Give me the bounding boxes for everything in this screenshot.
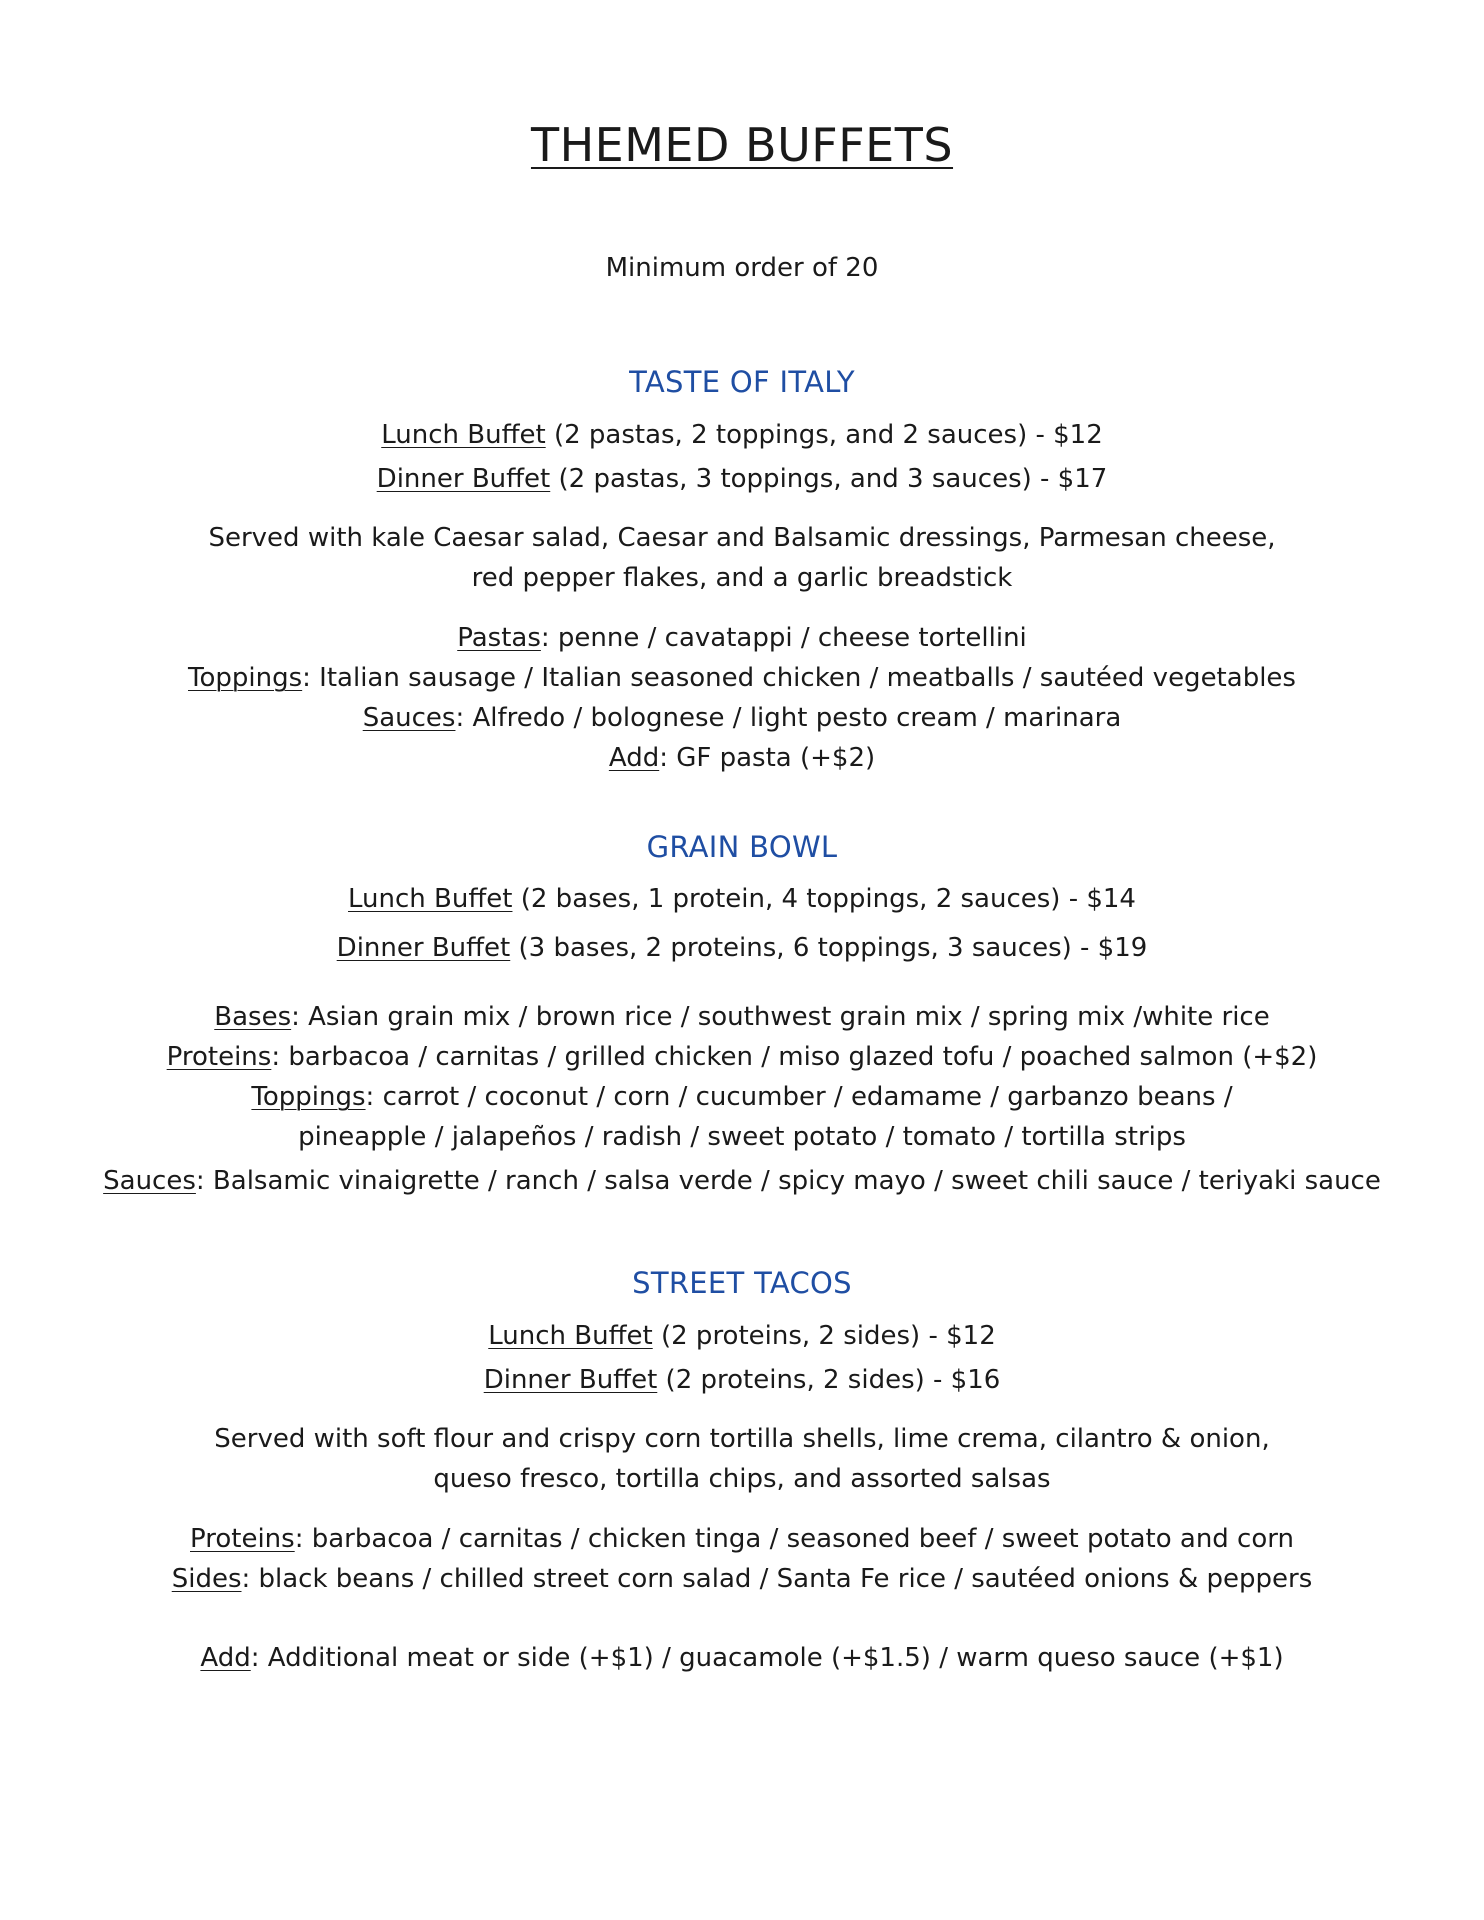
grain-toppings-line-2: pineapple / jalapeños / radish / sweet potato / tomato / tortilla strips [298,1122,1186,1152]
tacos-add-list: : Additional meat or side (+$1) / guacamole (+$1.5) / warm queso sauce (+$1) [250,1643,1284,1673]
italy-toppings-list: : Italian sausage / Italian seasoned chicken / meatballs / sautéed vegetables [302,663,1296,693]
tacos-dinner-detail: (2 proteins, 2 sides) - $16 [657,1365,1001,1395]
grain-toppings-line-1 [0,1077,1484,1117]
italy-add-label: Add [608,743,660,773]
grain-bases-list: : Asian grain mix / brown rice / southwest grain mix / spring mix /white rice [291,1002,1270,1032]
section-heading-street-tacos: STREET TACOS [632,1266,852,1300]
tacos-served-line-2: queso fresco, tortilla chips, and assorted salsas [433,1464,1051,1494]
italy-sauces-line [0,698,1484,738]
tacos-lunch-label: Lunch Buffet [488,1321,653,1351]
italy-served-line-1: Served with kale Caesar salad, Caesar and Balsamic dressings, Parmesan cheese, [208,523,1276,553]
tacos-dinner-line [0,1360,1484,1400]
italy-lunch-line [0,415,1484,455]
page-title: THEMED BUFFETS [530,118,954,172]
tacos-sides-line [0,1559,1484,1599]
grain-sauces-line [0,1161,1484,1201]
tacos-add-label: Add [200,1643,251,1673]
italy-toppings-line [0,658,1484,698]
grain-lunch-label: Lunch Buffet [348,884,513,914]
tacos-dinner-label: Dinner Buffet [483,1365,658,1395]
grain-lunch-detail: (2 bases, 1 protein, 4 toppings, 2 sauces) - $14 [512,884,1136,914]
italy-lunch-label: Lunch Buffet [381,420,546,450]
italy-add-line [0,738,1484,778]
italy-pastas-line [0,618,1484,658]
grain-proteins-label: Proteins [166,1042,272,1072]
grain-toppings-list-1: : carrot / coconut / corn / cucumber / edamame / garbanzo beans / [365,1082,1233,1112]
grain-dinner-label: Dinner Buffet [336,933,511,963]
tacos-proteins-line [0,1519,1484,1559]
minimum-order-note: Minimum order of 20 [605,253,879,283]
italy-pastas-list: : penne / cavatappi / cheese tortellini [540,623,1027,653]
tacos-lunch-detail: (2 proteins, 2 sides) - $12 [652,1321,996,1351]
grain-dinner-detail: (3 bases, 2 proteins, 6 toppings, 3 sauces) - $19 [510,933,1148,963]
grain-lunch-line [0,879,1484,919]
tacos-sides-label: Sides [171,1564,242,1594]
tacos-served-line-1: Served with soft flour and crispy corn tortilla shells, lime crema, cilantro & onion, [214,1424,1270,1454]
grain-toppings-label: Toppings [251,1082,366,1112]
grain-sauces-label: Sauces [103,1166,196,1196]
italy-toppings-label: Toppings [188,663,303,693]
tacos-proteins-list: : barbacoa / carnitas / chicken tinga / seasoned beef / sweet potato and corn [294,1524,1294,1554]
grain-proteins-line [0,1037,1484,1077]
grain-bases-line [0,997,1484,1037]
section-heading-grain-bowl: GRAIN BOWL [646,830,838,864]
tacos-lunch-line [0,1316,1484,1356]
grain-proteins-list: : barbacoa / carnitas / grilled chicken / miso glazed tofu / poached salmon (+$2) [271,1042,1318,1072]
tacos-proteins-label: Proteins [190,1524,295,1554]
italy-dinner-line [0,459,1484,499]
tacos-add-line [0,1638,1484,1678]
grain-bases-label: Bases [214,1002,292,1032]
italy-served-line-2: red pepper flakes, and a garlic breadstick [471,563,1013,593]
italy-add-list: : GF pasta (+$2) [659,743,876,773]
italy-pastas-label: Pastas [457,623,541,653]
italy-sauces-label: Sauces [362,703,456,733]
italy-sauces-list: : Alfredo / bolognese / light pesto cream / marinara [455,703,1122,733]
italy-dinner-label: Dinner Buffet [376,464,551,494]
section-heading-italy: TASTE OF ITALY [629,365,855,399]
italy-dinner-detail: (2 pastas, 3 toppings, and 3 sauces) - $17 [550,464,1108,494]
grain-dinner-line [0,928,1484,968]
italy-lunch-detail: (2 pastas, 2 toppings, and 2 sauces) - $12 [545,420,1103,450]
grain-sauces-list: : Balsamic vinaigrette / ranch / salsa verde / spicy mayo / sweet chili sauce / teriyaki sauce [195,1166,1381,1196]
tacos-sides-list: : black beans / chilled street corn salad / Santa Fe rice / sautéed onions & peppers [241,1564,1313,1594]
